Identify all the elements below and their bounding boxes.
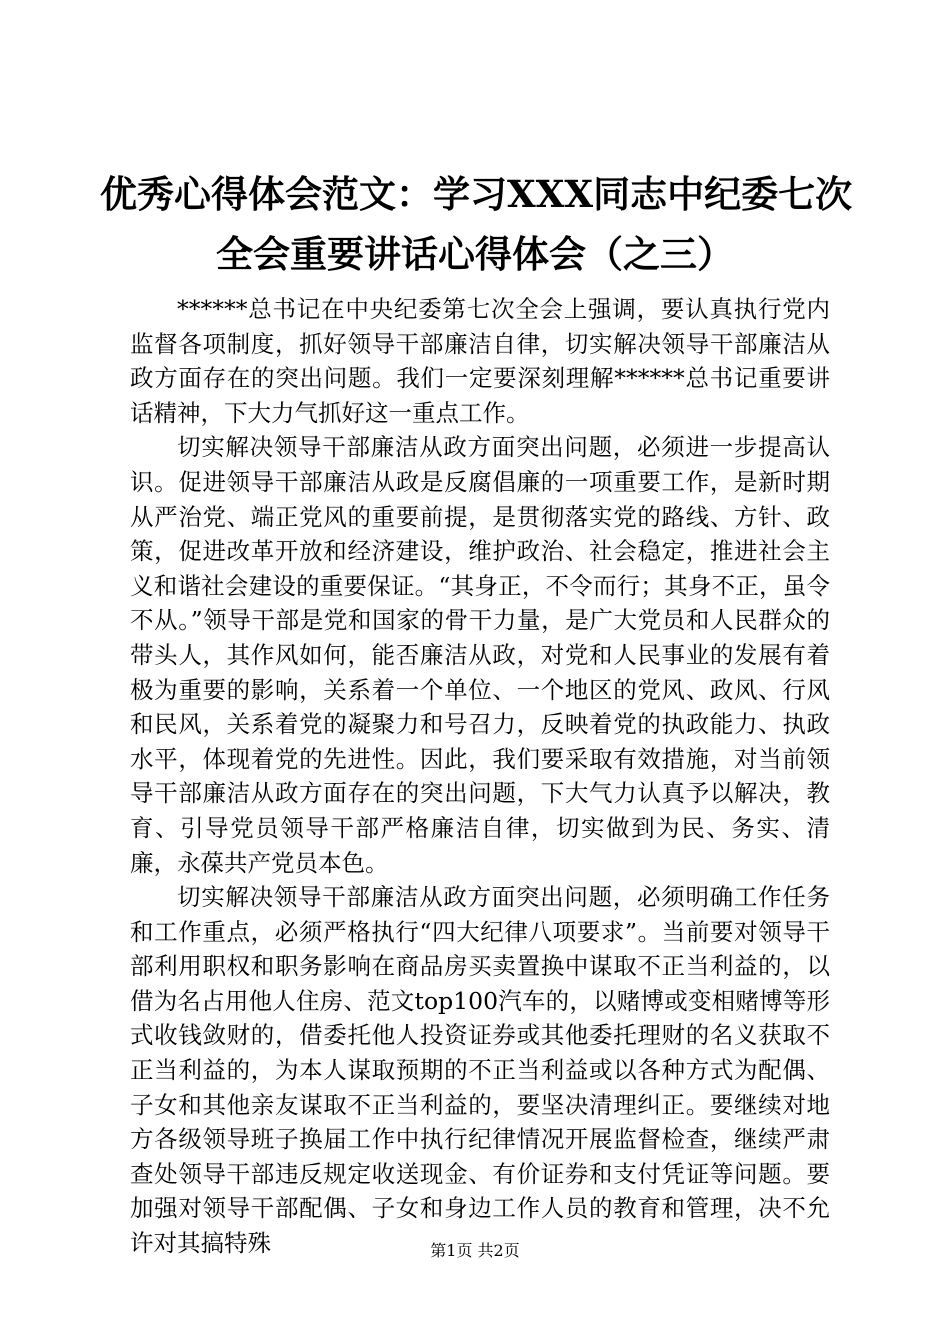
- title-line-2: 全会重要讲话心得体会（之三）: [216, 232, 734, 276]
- paragraph-2: 切实解决领导干部廉洁从政方面突出问题，必须进一步提高认识。促进领导干部廉洁从政是反腐倡廉的一项重要工作，是新时期从严治党、端正党风的重要前提，是贯彻落实党的路线、方针、政策，促进改革开放和经济建设，维护政治、社会稳定，推进社会主义和谐社会建设的重要保证。“其身正，不令而行；其身不正，虽令不从。”领导干部是党和国家的骨干力量，是广大党员和人民群众的带头人，其作风如何，能否廉洁从政，对党和人民事业的发展有着极为重要的影响，关系着一个单位、一个地区的党风、政风、行风和民风，关系着党的凝聚力和号召力，反映着党的执政能力、执政水平，体现着党的先进性。因此，我们要采取有效措施，对当前领导干部廉洁从政方面存在的突出问题，下大气力认真予以解决，教育、引导党员领导干部严格廉洁自律，切实做到为民、务实、清廉，永葆共产党员本色。: [130, 433, 830, 877]
- paragraph-1: ******总书记在中央纪委第七次全会上强调，要认真执行党内监督各项制度，抓好领导干部廉洁自律，切实解决领导干部廉洁从政方面存在的突出问题。我们一定要深刻理解******总书记重要讲话精神，下大力气抓好这一重点工作。: [130, 295, 830, 427]
- title-line-1: 优秀心得体会范文：学习XXX同志中纪委七次: [100, 172, 853, 216]
- paragraph-3: 切实解决领导干部廉洁从政方面突出问题，必须明确工作任务和工作重点，必须严格执行“四大纪律八项要求”。当前要对领导干部利用职权和职务影响在商品房买卖置换中谋取不正当利益的，以借为名占用他人住房、范文top100汽车的，以赌博或变相赌博等形式收钱敛财的，借委托他人投资证券或其他委托理财的名义获取不正当利益的，为本人谋取预期的不正当利益或以各种方式为配偶、子女和其他亲友谋取不正当利益的，要坚决清理纠正。要继续对地方各级领导班子换届工作中执行纪律情况开展监督检查，继续严肃查处领导干部违反规定收送现金、有价证券和支付凭证等问题。要加强对领导干部配偶、子女和身边工作人员的教育和管理，决不允许对其搞特殊: [130, 883, 830, 1258]
- document-title: [100, 164, 853, 284]
- page-number-footer: 第1页 共2页: [430, 1241, 520, 1260]
- document-body: [130, 292, 830, 1261]
